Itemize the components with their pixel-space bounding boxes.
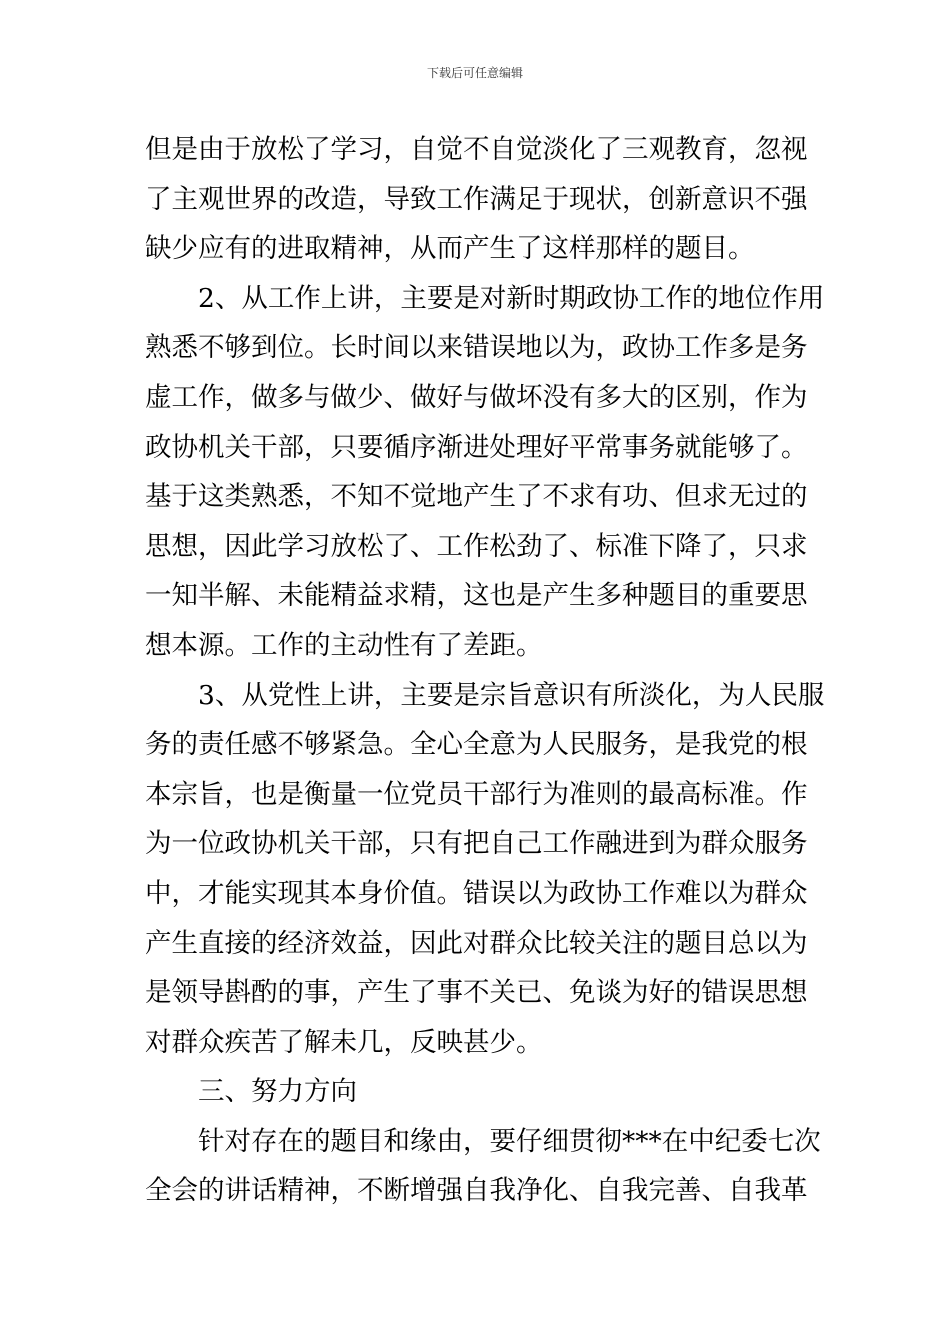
text-line: 基于这类熟悉，不知不觉地产生了不求有功、但求无过的 [145, 481, 808, 513]
text-line: 虚工作，做多与做少、做好与做坏没有多大的区别，作为 [145, 381, 808, 413]
text-line: 三、努力方向 [145, 1076, 357, 1108]
text-line: 针对存在的题目和缘由，要仔细贯彻***在中纪委七次 [145, 1125, 821, 1157]
text-line: 3、从党性上讲，主要是宗旨意识有所淡化，为人民服 [145, 679, 825, 711]
text-line: 是领导斟酌的事，产生了事不关已、免谈为好的错误思想 [145, 977, 808, 1009]
text-line: 但是由于放松了学习，自觉不自觉淡化了三观教育，忽视 [145, 134, 808, 165]
text-line: 2、从工作上讲，主要是对新时期政协工作的地位作用 [145, 282, 825, 314]
text-line: 一知半解、未能精益求精，这也是产生多种题目的重要思 [145, 580, 808, 612]
page-header-note: 下载后可任意编辑 [426, 66, 523, 80]
text-line: 想本源。工作的主动性有了差距。 [145, 629, 543, 661]
text-line: 本宗旨，也是衡量一位党员干部行为准则的最高标准。作 [145, 778, 808, 810]
text-line: 为一位政协机关干部，只有把自己工作融进到为群众服务 [145, 828, 808, 860]
text-line: 务的责任感不够紧急。全心全意为人民服务，是我党的根 [145, 729, 808, 761]
text-line: 对群众疾苦了解未几，反映甚少。 [145, 1026, 543, 1058]
text-line: 中，才能实现其本身价值。错误以为政协工作难以为群众 [145, 877, 808, 909]
text-line: 缺少应有的进取精神，从而产生了这样那样的题目。 [145, 233, 755, 265]
text-line: 思想，因此学习放松了、工作松劲了、标准下降了，只求 [145, 530, 808, 562]
text-line: 产生直接的经济效益，因此对群众比较关注的题目总以为 [145, 927, 808, 959]
text-line: 了主观世界的改造，导致工作满足于现状，创新意识不强 [145, 183, 808, 215]
body-text [145, 125, 825, 1216]
text-line: 全会的讲话精神，不断增强自我净化、自我完善、自我革 [145, 1175, 808, 1207]
text-line: 熟悉不够到位。长时间以来错误地以为，政协工作多是务 [145, 332, 808, 364]
text-line: 政协机关干部，只要循序渐进处理好平常事务就能够了。 [145, 431, 808, 463]
